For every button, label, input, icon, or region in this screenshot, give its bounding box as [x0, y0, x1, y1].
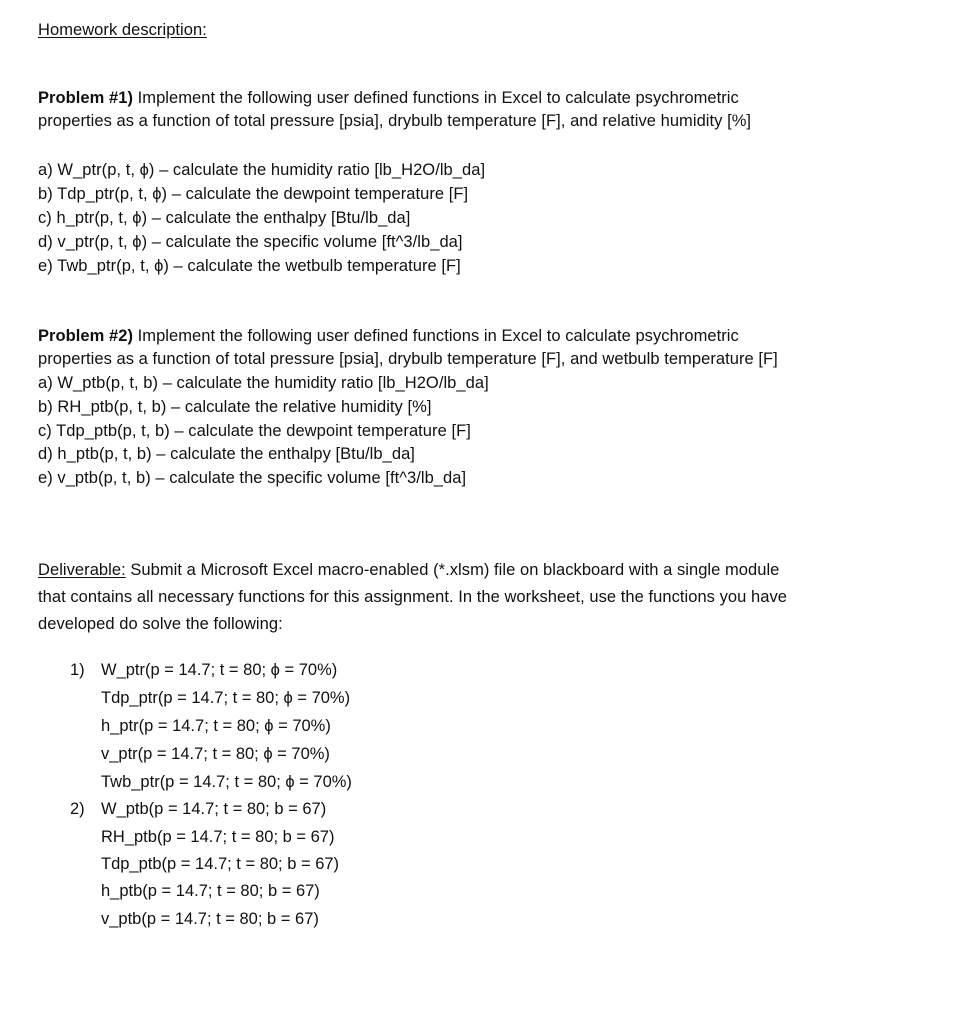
- problem2-item-e: e) v_ptb(p, t, b) – calculate the specific volume [ft^3/lb_da]: [38, 469, 467, 487]
- problem1-label: Problem #1): [38, 89, 133, 107]
- task1-call-Twb: Twb_ptr(p = 14.7; t = 80; ϕ = 70%): [101, 773, 352, 791]
- problem2-intro: [38, 325, 739, 347]
- deliverable-line2: that contains all necessary functions for this assignment. In the worksheet, use the functions you have: [38, 588, 787, 606]
- task1-number: 1): [70, 661, 85, 679]
- task1-call-v: v_ptr(p = 14.7; t = 80; ϕ = 70%): [101, 745, 330, 763]
- deliverable-text-line1: Submit a Microsoft Excel macro-enabled (*.xlsm) file on blackboard with a single module: [125, 561, 780, 579]
- problem1-item-e: e) Twb_ptr(p, t, ϕ) – calculate the wetbulb temperature [F]: [38, 257, 461, 275]
- task1-call-W: W_ptr(p = 14.7; t = 80; ϕ = 70%): [101, 661, 338, 679]
- deliverable-line1: [38, 559, 779, 581]
- problem1-intro-line1: Implement the following user defined functions in Excel to calculate psychrometric: [133, 89, 739, 107]
- problem1-item-b: b) Tdp_ptr(p, t, ϕ) – calculate the dewpoint temperature [F]: [38, 185, 469, 203]
- problem2-item-b: b) RH_ptb(p, t, b) – calculate the relative humidity [%]: [38, 398, 432, 416]
- deliverable-label: Deliverable:: [38, 561, 126, 579]
- problem2-item-c: c) Tdp_ptb(p, t, b) – calculate the dewpoint temperature [F]: [38, 422, 471, 440]
- problem2-intro-line2: properties as a function of total pressure [psia], drybulb temperature [F], and wetbulb temperature [F]: [38, 350, 778, 368]
- problem2-intro-line1: Implement the following user defined functions in Excel to calculate psychrometric: [133, 327, 739, 345]
- task1-call-h: h_ptr(p = 14.7; t = 80; ϕ = 70%): [101, 717, 331, 735]
- task2-call-Tdp: Tdp_ptb(p = 14.7; t = 80; b = 67): [101, 855, 340, 873]
- heading: Homework description:: [38, 21, 207, 39]
- task2-number: 2): [70, 800, 85, 818]
- deliverable-line3: developed do solve the following:: [38, 615, 283, 633]
- task2-call-RH: RH_ptb(p = 14.7; t = 80; b = 67): [101, 828, 335, 846]
- problem1-item-a: a) W_ptr(p, t, ϕ) – calculate the humidity ratio [lb_H2O/lb_da]: [38, 161, 486, 179]
- task2-call-v: v_ptb(p = 14.7; t = 80; b = 67): [101, 910, 319, 928]
- task2-call-h: h_ptb(p = 14.7; t = 80; b = 67): [101, 882, 320, 900]
- problem1-item-c: c) h_ptr(p, t, ϕ) – calculate the enthalpy [Btu/lb_da]: [38, 209, 411, 227]
- problem2-item-a: a) W_ptb(p, t, b) – calculate the humidity ratio [lb_H2O/lb_da]: [38, 374, 489, 392]
- problem1-intro-line2: properties as a function of total pressure [psia], drybulb temperature [F], and relative humidity [%]: [38, 112, 752, 130]
- problem2-item-d: d) h_ptb(p, t, b) – calculate the enthalpy [Btu/lb_da]: [38, 445, 415, 463]
- task2-call-W: W_ptb(p = 14.7; t = 80; b = 67): [101, 800, 327, 818]
- problem1-intro: [38, 87, 739, 109]
- task1-call-Tdp: Tdp_ptr(p = 14.7; t = 80; ϕ = 70%): [101, 689, 351, 707]
- problem1-item-d: d) v_ptr(p, t, ϕ) – calculate the specific volume [ft^3/lb_da]: [38, 233, 463, 251]
- problem2-label: Problem #2): [38, 327, 133, 345]
